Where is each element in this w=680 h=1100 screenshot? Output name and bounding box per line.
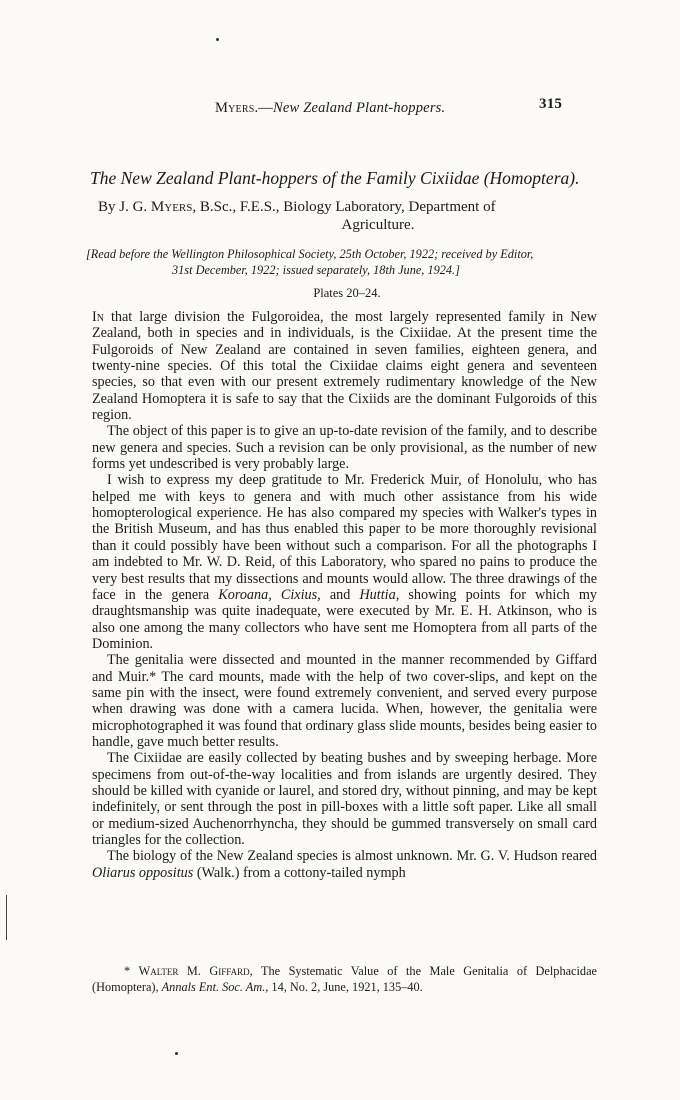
- footnote-text: [92, 963, 597, 995]
- paragraph-1-lead: In: [92, 309, 104, 325]
- paragraph-4: The genitalia were dissected and mounted in the manner recommended by Giffard and Muir.* The card mounts, made with the help of two cover-slips, and kept on the same pin with the insect, were found extremely convenient, and served every purpose when drawing was done with a camera lucida. When, however, the genitalia were microphotographed it was found that ordinary glass slide mounts, besides being easier to handle, gave much better results.: [92, 652, 597, 750]
- plates-reference: Plates 20–24.: [313, 286, 381, 300]
- paragraph-2: The object of this paper is to give an up-to-date revision of the family, and to describe new genera and species. Such a revision can be only provisional, as the number of new forms yet undescribed is very probably large.: [92, 423, 597, 473]
- footnote-author: Walter M. Giffard,: [138, 964, 253, 978]
- margin-mark: [6, 895, 7, 940]
- scan-speck: [216, 38, 219, 41]
- byline-affiliation: B.Sc., F.E.S., Biology Laboratory, Department of: [199, 199, 496, 215]
- genus-cixius: Cixius,: [280, 586, 321, 603]
- footnote-text-b: 14, No. 2, June, 1921, 135–40.: [268, 980, 423, 994]
- byline-affiliation-line2: Agriculture.: [341, 217, 415, 233]
- read-note: [86, 246, 606, 278]
- footnote: [92, 963, 597, 995]
- paragraph-3: [92, 472, 597, 652]
- footnote-journal: Annals Ent. Soc. Am.,: [161, 980, 269, 994]
- read-note-line2: 31st December, 1922; issued separately, 18th June, 1924.]: [172, 263, 460, 277]
- paragraph-3-text-c: and: [320, 586, 360, 603]
- paragraph-1-text: that large division the Fulgoroidea, the most largely represented family in New Zealand, both in species and in individuals, is the Cixiidae. At the present time the Fulgoroids of New Zealand are contained in seven families, eighteen genera, and twenty-nine species. Of this total the Cixiidae claims eight genera and seventeen species, so that even with our present extremely rudimentary knowledge of the New Zealand Homoptera it is safe to say that the Cixiids are the dominant Fulgoroids of this region.: [92, 309, 597, 424]
- running-head-separator: —: [258, 100, 273, 116]
- paragraph-1: [92, 309, 597, 423]
- page-number: 315: [539, 96, 563, 112]
- running-head-title: [215, 100, 445, 117]
- paragraph-3-text-d: showing points for which my draughtsmanship was quite inadequate, were executed by Mr. E. H. Atkinson, who is also one among the many collectors who have sent me Homoptera from all parts of the Dominion.: [92, 586, 597, 652]
- paragraph-6-text-a: The biology of the New Zealand species is almost unknown. Mr. G. V. Hudson reared: [107, 848, 597, 865]
- paragraph-6: [92, 848, 597, 881]
- running-head-subject: New Zealand Plant-hoppers.: [272, 100, 446, 116]
- body-text: [92, 309, 597, 881]
- byline-by: By: [98, 199, 116, 215]
- genus-huttia: Huttia,: [359, 586, 400, 603]
- paragraph-3-text-a: I wish to express my deep gratitude to Mr. Frederick Muir, of Honolulu, who has helped me with keys to genera and with much other assistance from his wide homopterological experience. He has also compared my species with Walker's types in the British Museum, and has thus enabled this paper to be more thoroughly revisional than it could possibly have been without such a comparison. For all the photographs I am indebted to Mr. W. D. Reid, of this Laboratory, who spared no pains to produce the very best results that my dissections and mounts would allow. The three drawings of the face in the genera: [92, 472, 597, 603]
- article-title: The New Zealand Plant-hoppers of the Family Cixiidae (Homoptera).: [90, 168, 580, 188]
- genus-koroana: Koroana,: [218, 586, 272, 603]
- paragraph-6-text-b: (Walk.) from a cottony-tailed nymph: [193, 864, 406, 881]
- running-head-author: Myers.: [215, 100, 259, 116]
- footnote-text-a: The Systematic Value of the Male Genitalia of Delphacidae (Homoptera),: [92, 964, 597, 994]
- byline-author-name: J. G. Myers,: [119, 199, 197, 215]
- scan-speck: [175, 1052, 178, 1055]
- species-oliarus-oppositus: Oliarus oppositus: [92, 864, 194, 881]
- byline: [98, 198, 598, 234]
- footnote-marker: *: [124, 964, 139, 978]
- paragraph-5: The Cixiidae are easily collected by beating bushes and by sweeping herbage. More specimens from out-of-the-way localities and from islands are urgently desired. They should be killed with cyanide or laurel, and stored dry, without pinning, and may be kept indefinitely, or sent through the post in pill-boxes with a little soft paper. Like all small or medium-sized Auchenorrhyncha, they should be gummed transversely on small card triangles for the collection.: [92, 750, 597, 848]
- read-note-line1: [Read before the Wellington Philosophical Society, 25th October, 1922; received by Editor,: [86, 247, 534, 261]
- paragraph-3-text-b: [272, 587, 281, 603]
